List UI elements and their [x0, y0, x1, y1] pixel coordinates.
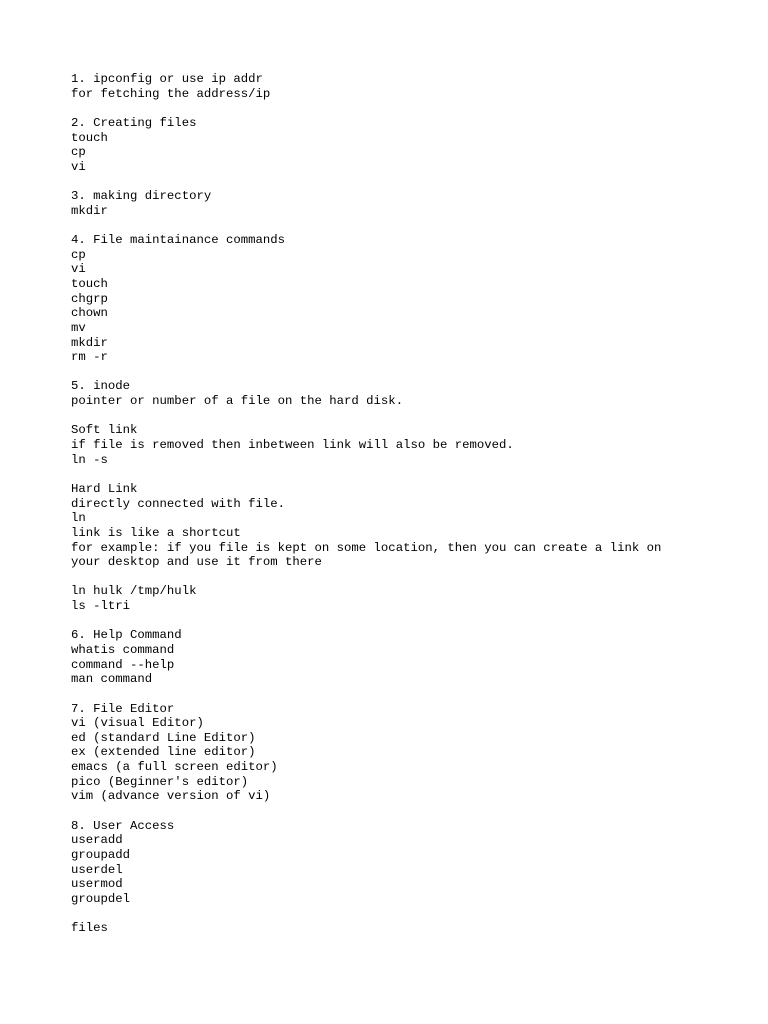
text-line: touch [71, 130, 108, 145]
text-line: touch [71, 276, 108, 291]
text-line: 3. making directory [71, 189, 212, 204]
text-line: vi (visual Editor) [71, 716, 204, 731]
text-line: ln [71, 511, 86, 526]
text-line: Soft link [71, 423, 138, 438]
text-line: 2. Creating files [71, 115, 197, 130]
text-line: 7. File Editor [71, 701, 175, 716]
blank-line [71, 687, 751, 702]
text-line: vi [71, 262, 86, 277]
text-line: vim (advance version of vi) [71, 789, 271, 804]
text-line: 5. inode [71, 379, 131, 394]
text-line: link is like a shortcut [71, 525, 241, 540]
text-line: usermod [71, 877, 123, 892]
text-line: cp [71, 247, 86, 262]
text-line: ed (standard Line Editor) [71, 730, 256, 745]
text-line: chown [71, 306, 108, 321]
text-line: 6. Help Command [71, 628, 182, 643]
text-line: ex (extended line editor) [71, 745, 256, 760]
text-line: 4. File maintainance commands [71, 233, 286, 248]
text-line: rm -r [71, 350, 108, 365]
document-page [71, 72, 751, 936]
text-line: chgrp [71, 291, 108, 306]
text-line: ln hulk /tmp/hulk [71, 584, 197, 599]
blank-line [71, 218, 751, 233]
text-line: Hard Link [71, 481, 138, 496]
blank-line [71, 174, 751, 189]
blank-line [71, 365, 751, 380]
text-line: pointer or number of a file on the hard disk. [71, 394, 404, 409]
blank-line [71, 804, 751, 819]
text-line: man command [71, 672, 153, 687]
text-line: mv [71, 320, 86, 335]
text-line: directly connected with file. [71, 496, 286, 511]
text-line: 1. ipconfig or use ip addr [71, 72, 263, 86]
blank-line [71, 570, 751, 585]
text-line: useradd [71, 833, 123, 848]
text-line: if file is removed then inbetween link will also be removed. [71, 438, 514, 453]
blank-line [71, 467, 751, 482]
text-line: for fetching the address/ip [71, 86, 271, 101]
text-line: groupdel [71, 891, 131, 906]
text-line: whatis command [71, 642, 175, 657]
text-line: mkdir [71, 335, 108, 350]
text-line: emacs (a full screen editor) [71, 760, 278, 775]
text-line: your desktop and use it from there [71, 555, 322, 570]
text-line: 8. User Access [71, 818, 175, 833]
text-line: groupadd [71, 847, 131, 862]
text-line: for example: if you file is kept on some location, then you can create a link on [71, 540, 662, 555]
text-line: ln -s [71, 452, 108, 467]
blank-line [71, 409, 751, 424]
text-line: command --help [71, 657, 175, 672]
blank-line [71, 101, 751, 116]
text-line: mkdir [71, 203, 108, 218]
text-line: vi [71, 159, 86, 174]
text-line: ls -ltri [71, 599, 131, 614]
text-line: pico (Beginner's editor) [71, 774, 249, 789]
blank-line [71, 614, 751, 629]
text-line: userdel [71, 862, 123, 877]
text-line: files [71, 921, 108, 936]
blank-line [71, 907, 751, 922]
text-line: cp [71, 145, 86, 160]
